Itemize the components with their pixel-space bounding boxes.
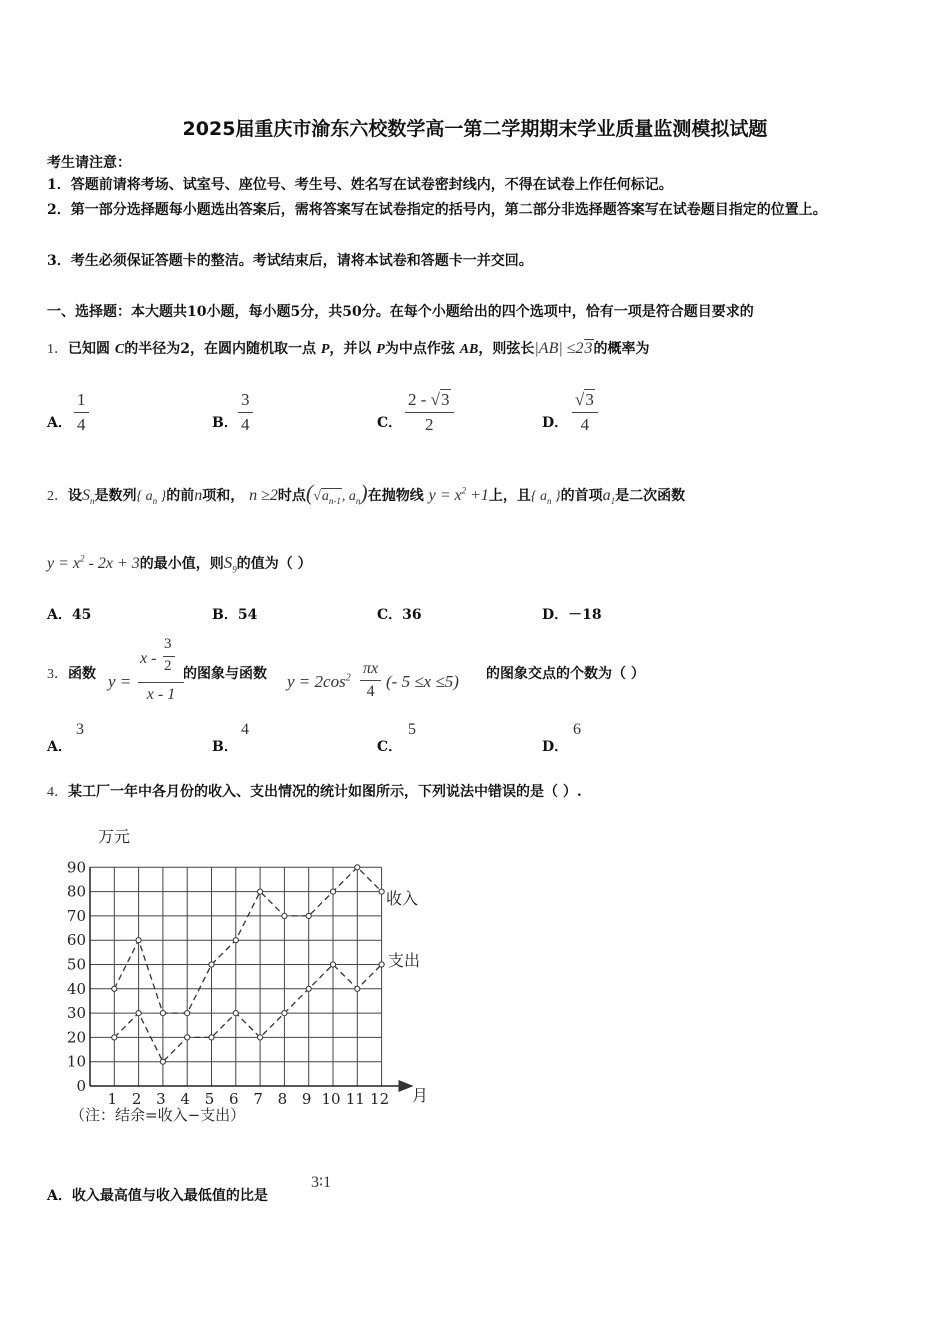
income-point <box>379 889 384 894</box>
income-point <box>112 986 117 991</box>
q2-option-a[interactable]: A．45 <box>47 607 92 623</box>
y-tick-label: 0 <box>76 1077 86 1095</box>
section-heading: 一、选择题：本大题共10小题，每小题5分，共50分。在每个小题给出的四个选项中，恰有一项是符合题目要求的 <box>47 304 754 320</box>
expense-point <box>233 1011 238 1016</box>
expense-point <box>209 1035 214 1040</box>
x-axis-label: 月 <box>412 1086 429 1105</box>
x-tick-label: 3 <box>156 1090 166 1108</box>
income-point <box>355 865 360 870</box>
x-tick-label: 11 <box>345 1090 365 1108</box>
y-tick-label: 90 <box>66 858 86 877</box>
notice-heading: 考生请注意： <box>47 155 131 171</box>
y-tick-label: 30 <box>66 1004 86 1023</box>
y-tick-label: 50 <box>66 955 86 974</box>
income-point <box>209 962 214 967</box>
series-label-income: 收入 <box>386 889 419 908</box>
question-2: 2．设$S_n$是数列{ $a_n$ }的前n项和， n ≥2时点($√a_{n-1}$, $a_n$)在抛物线 $y = x^2 +1$上，且{ $a_n$ }的首项$a_1$是二次函数 <box>47 480 686 507</box>
q3-option-d-label[interactable]: D． <box>542 739 569 755</box>
q3-text-3: 的图象交点的个数为（ ） <box>486 666 645 682</box>
expense-point <box>306 986 311 991</box>
q3-option-b-label[interactable]: B． <box>212 739 238 755</box>
notice-item-1: 1．答题前请将考场、试室号、座位号、考生号、姓名写在试卷密封线内，不得在试卷上作任何标记。 <box>47 177 673 193</box>
income-expense-chart <box>60 820 440 1130</box>
q4-option-a[interactable]: A．收入最高值与收入最低值的比是 <box>47 1188 268 1204</box>
expense-point <box>112 1035 117 1040</box>
x-tick-label: 7 <box>253 1090 263 1108</box>
q1-option-a-label[interactable]: A． <box>47 415 72 431</box>
income-point <box>160 1011 165 1016</box>
expense-point <box>330 962 335 967</box>
q3-rhs-fraction: $\frac{\pi x}{4}$ <box>360 660 381 701</box>
q1-option-b-label[interactable]: B． <box>212 415 238 431</box>
y-tick-label: 20 <box>66 1028 86 1047</box>
expense-point <box>160 1059 165 1064</box>
q3-option-c-value: 5 <box>408 721 416 738</box>
q3-rhs: $y = 2\cos^2$ <box>287 672 351 691</box>
q3-text-2: 的图象与函数 <box>183 666 267 682</box>
q1-option-c-value: $\frac{2 - √3}{2}$ <box>405 390 454 435</box>
y-tick-label: 60 <box>66 931 86 950</box>
q3-option-a-value: 3 <box>76 721 84 738</box>
notice-item-2: 2．第一部分选择题每小题选出答案后，需将答案写在试卷指定的括号内，第二部分非选择题答案写在试卷题目指定的位置上。 <box>47 202 827 218</box>
q3-option-b-value: 4 <box>241 721 249 738</box>
chart-note: （注：结余=收入−支出） <box>70 1106 246 1124</box>
q2-option-b[interactable]: B．54 <box>212 607 258 623</box>
q1-option-c-label[interactable]: C． <box>377 415 403 431</box>
expense-point <box>379 962 384 967</box>
x-tick-label: 8 <box>277 1090 288 1108</box>
y-tick-label: 70 <box>66 906 86 925</box>
income-point <box>258 889 263 894</box>
question-3-lead: 3．函数 <box>47 666 96 682</box>
y-tick-label: 40 <box>66 979 86 998</box>
income-point <box>233 938 238 943</box>
x-tick-label: 5 <box>204 1090 215 1108</box>
q1-option-a-value: $\frac{1}{4}$ <box>74 390 89 435</box>
x-tick-label: 1 <box>107 1090 118 1108</box>
q4-option-a-math: 3∶1 <box>311 1174 332 1191</box>
income-point <box>282 913 287 918</box>
question-4: 4．某工厂一年中各月份的收入、支出情况的统计如图所示，下列说法中错误的是（ ）. <box>47 784 582 800</box>
chart-grid <box>90 867 382 1086</box>
y-tick-label: 80 <box>66 882 86 901</box>
expense-point <box>258 1035 263 1040</box>
q1-option-b-value: $\frac{3}{4}$ <box>238 390 253 435</box>
x-tick-label: 12 <box>370 1090 390 1108</box>
q1-option-d-label[interactable]: D． <box>542 415 569 431</box>
income-point <box>185 1011 190 1016</box>
x-tick-label: 10 <box>321 1090 341 1108</box>
x-tick-label: 2 <box>131 1090 142 1108</box>
question-2-line-2: $y = x^2 - 2x + 3$的最小值，则$S_9$的值为（ ） <box>47 553 312 575</box>
q3-option-a-label[interactable]: A． <box>47 739 72 755</box>
chart-ticks <box>67 858 389 1108</box>
q2-option-c[interactable]: C．36 <box>377 607 422 623</box>
notice-item-3: 3．考生必须保证答题卡的整洁。考试结束后，请将本试卷和答题卡一并交回。 <box>47 253 533 269</box>
expense-point <box>185 1035 190 1040</box>
expense-point <box>282 1011 287 1016</box>
q3-domain: (- 5 ≤x ≤5) <box>386 672 459 691</box>
income-point <box>306 913 311 918</box>
income-point <box>330 889 335 894</box>
q1-option-d-value: $\frac{√3}{4}$ <box>572 390 598 435</box>
q2-option-d[interactable]: D．－18 <box>542 607 602 623</box>
y-axis-label: 万元 <box>98 827 131 846</box>
q3-option-c-label[interactable]: C． <box>377 739 403 755</box>
page-title: 2025届重庆市渝东六校数学高一第二学期期末学业质量监测模拟试题 <box>182 118 768 140</box>
expense-point <box>136 1011 141 1016</box>
q3-fraction-1: x - 3 2 x - 1 <box>138 636 184 704</box>
y-tick-label: 10 <box>66 1052 86 1071</box>
income-point <box>136 938 141 943</box>
expense-point <box>355 986 360 991</box>
question-1: 1．已知圆 C的半径为2，在圆内随机取一点 P，并以 P为中点作弦 AB，则弦长|AB| ≤23的概率为 <box>47 340 650 357</box>
x-tick-label: 9 <box>301 1090 312 1108</box>
series-label-expense: 支出 <box>388 951 421 970</box>
q3-lhs: y = <box>108 672 132 691</box>
x-tick-label: 6 <box>229 1090 239 1108</box>
q3-option-d-value: 6 <box>573 721 581 738</box>
x-tick-label: 4 <box>180 1090 190 1108</box>
chord-condition: |AB| ≤23 <box>534 340 593 357</box>
